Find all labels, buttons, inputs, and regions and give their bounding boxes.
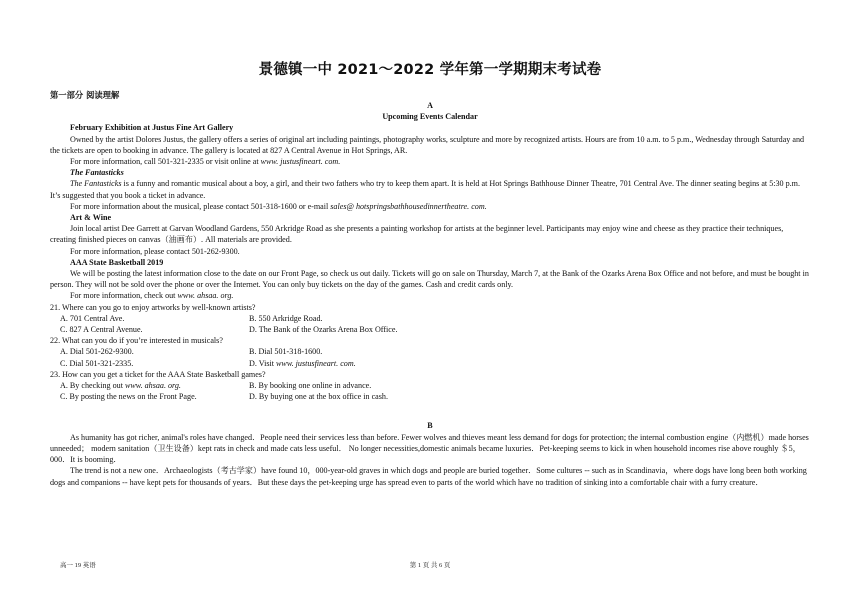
question-21-stem: 21. Where can you go to enjoy artworks by well-known artists? [50,302,256,312]
passage-b-paragraph-1: As humanity has got richer, animal's roles have changed．People need their services less than before. Fewer wolves and thieves meant less demand for dogs for protection; the internal combustion engine（内燃机）made horses unneeded； modern sanitation（卫生设备）kept rats in check and made cats less useful． No longer necessities,domestic animals became luxuries．Pet-keeping seems to kick in when household incomes rise above roughly ＄5，000．It is booming． [50,432,809,465]
footer-page-number: 第 1 页 共 6 页 [409,562,451,569]
question-22-option-b: B. Dial 501-318-1600. [249,347,323,357]
event2-body [50,178,810,200]
exam-content [50,100,810,488]
event1-website-link: www. justusfineart. com. [260,157,341,167]
event4-contact [50,290,810,301]
footer-course-label: 高一 19 英语 [60,562,96,569]
question-23-option-c: C. By posting the news on the Front Page. [60,392,197,402]
passage-a-heading: Upcoming Events Calendar [382,112,478,122]
event3-body: Join local artist Dee Garrett at Garvan Woodland Gardens, 550 Arkridge Road as she presents a painting workshop for artists at the beginner level. Participants may enjoy wine and cheese as they practice their techniques, creating finished pieces on canvas（油画布）. All materials are provided. [50,224,784,245]
question-21-option-d: D. The Bank of the Ozarks Arena Box Office. [249,325,398,335]
event4-body: We will be posting the latest information close to the date on our Front Page, so check us out daily. Tickets will go on sale on Thursday, March 7, at the Bank of the Ozarks Arena Box Office and not before, and must be bought in person. They will not be sold over the phone or over the Internet. You can only buy tickets on the day of the games. Cash and credit cards only. [50,269,809,290]
event2-title: The Fantasticks [70,168,124,178]
question-21-option-c: C. 827 A Central Avenue. [60,325,143,335]
question-23-option-a-text: A. By checking out [60,381,125,391]
passage-b-paragraph-2: The trend is not a new one．Archaeologists（考古学家）have found 10，000-year-old graves in which dogs and people are buried together．Some cultures -- such as in Scandinavia，where dogs have long been both working dogs and companions -- have kept pets for thousands of years．But these days the pet-keeping urge has spread even to parts of the world which have no tradition of sinking into a comfortable chair with a furry creature． [50,466,807,487]
event1-title: February Exhibition at Justus Fine Art Gallery [70,123,234,133]
event4-contact-text: For more information, check out [70,291,178,301]
question-22-options-row2 [50,358,810,369]
question-23-options-row2 [50,391,810,402]
event1-contact [50,156,810,167]
question-22-stem: 22. What can you do if you’re interested in musicals? [50,336,223,346]
question-22-option-d-link: www. justusfineart. com. [276,358,356,368]
question-21-options-row1 [50,313,810,324]
question-22-option-d [249,358,810,369]
passage-a-letter: A [427,101,433,110]
event2-body-italic: The Fantasticks [70,179,122,189]
passage-b-letter: B [427,421,433,431]
event2-email-link: sales@ hotspringsbathhousedinnertheatre. com. [330,201,487,211]
event2-contact-text: For more information about the musical, please contact 501-318-1600 or e-mail [70,201,331,211]
event4-title: AAA State Basketball 2019 [70,257,164,267]
question-23-option-d: D. By buying one at the box office in cash. [249,392,388,402]
question-23-option-b: B. By booking one online in advance. [249,381,372,391]
question-21-option-a: A. 701 Central Ave. [60,313,125,323]
event2-contact [50,201,810,212]
section-label: 第一部分 阅读理解 [50,90,120,100]
event3-title: Art & Wine [70,213,112,223]
passage-gap [50,402,810,420]
event2-body-text: is a funny and romantic musical about a boy, a girl, and their two fathers who try to keep them apart. It is held at Hot Springs Bathhouse Dinner Theatre, 701 Central Ave. The dinner seating begins at 5:30 p.m. It’s suggested that you book a ticket in advance. [50,179,800,200]
event3-contact: For more information, please contact 501-262-9300. [70,246,240,256]
question-22-options-row1 [50,346,810,357]
page-title: 景德镇一中 2021～2022 学年第一学期期末考试卷 [258,62,602,78]
event4-website-link: www. ahsaa. org. [177,291,234,301]
question-23-option-a [60,380,249,391]
event1-body: Owned by the artist Dolores Justus, the gallery offers a series of original art including paintings, photography works, sculpture and more by recognized artists. Hours are from 10 a.m. to 5 p.m., Wednesday through Saturday and the tickets are open to booking in advance. The gallery is located at 827 A Central Avenue in Hot Springs, AR. [50,134,805,155]
question-22-option-d-text: D. Visit [249,358,277,368]
question-23-option-a-link: www. ahsaa. org. [124,381,181,391]
question-23-stem: 23. How can you get a ticket for the AAA State Basketball games? [50,369,266,379]
question-22-option-c: C. Dial 501-321-2335. [60,358,134,368]
event1-contact-text: For more information, call 501-321-2335 or visit online at [70,157,261,167]
question-23-options-row1 [50,380,810,391]
question-21-options-row2 [50,324,810,335]
question-21-option-b: B. 550 Arkridge Road. [249,313,323,323]
question-22-option-a: A. Dial 501-262-9300. [60,347,134,357]
